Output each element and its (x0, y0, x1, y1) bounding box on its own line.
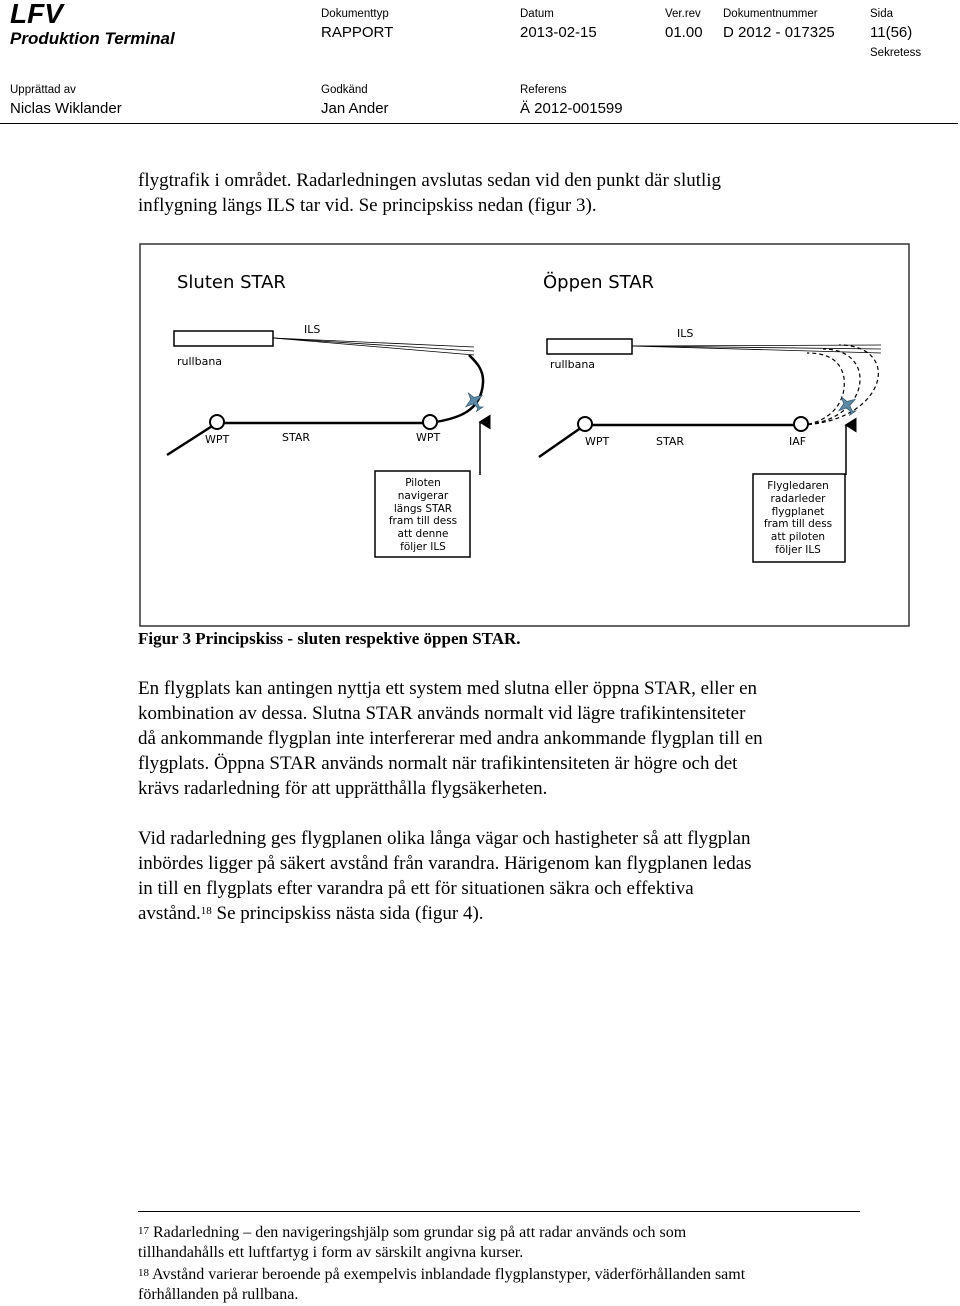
star-diagram (139, 243, 910, 627)
waypoint-marker (578, 417, 592, 431)
secrecy-label: Sekretess (870, 47, 922, 59)
body-line: krävs radarledning för att upprätthålla flygsäkerheten. (138, 778, 548, 799)
body-line (138, 901, 868, 926)
footnote-ref-18[interactable]: 18 (200, 905, 212, 917)
org-logo-text: LFV (10, 0, 63, 29)
unit-name: Produktion Terminal (10, 29, 175, 48)
footnote-line (138, 1223, 858, 1243)
intro-line: inflygning längs ILS tar vid. Se principskiss nedan (figur 3). (138, 195, 597, 216)
note-line: följer ILS (775, 544, 821, 556)
page-value: 11(56) (870, 24, 913, 41)
approved-value: Jan Ander (321, 100, 389, 117)
page-label: Sida (870, 8, 894, 20)
left-runway-label: rullbana (177, 355, 223, 368)
left-wpt2-label: WPT (416, 431, 441, 444)
footnote-text: Avstånd varierar beroende på exempelvis inblandade flygplanstyper, väderförhållanden samt (149, 1266, 746, 1283)
footnote-line: tillhandahålls ett luftfartyg i form av särskilt angivna kurser. (138, 1244, 524, 1261)
note-line: fram till dess (763, 518, 833, 530)
note-line: radarleder (770, 493, 826, 505)
footnote-18 (138, 1265, 858, 1305)
note-line: längs STAR (393, 503, 453, 515)
footnote-number: 18 (138, 1267, 149, 1279)
doctype-value: RAPPORT (321, 24, 394, 41)
reference-value: Ä 2012-001599 (520, 100, 623, 117)
docnum-label: Dokumentnummer (723, 8, 818, 20)
left-ils-label: ILS (304, 323, 321, 336)
waypoint-marker (423, 415, 437, 429)
docnum-value: D 2012 - 017325 (723, 24, 835, 41)
note-line: Flygledaren (767, 480, 829, 492)
note-line: Piloten (405, 477, 441, 489)
author-value: Niclas Wiklander (10, 100, 122, 117)
date-label: Datum (520, 8, 554, 20)
footnote-17 (138, 1223, 858, 1263)
body-paragraph-2 (138, 826, 868, 926)
left-panel-title: Sluten STAR (177, 272, 286, 293)
body-line: då ankommande flygplan inte interfererar med andra ankommande flygplan till en (138, 728, 763, 749)
doctype-label: Dokumenttyp (321, 8, 389, 20)
footnote-line (138, 1265, 858, 1285)
header-divider (0, 123, 958, 124)
body-text: Se principskiss nästa sida (figur 4). (211, 903, 484, 924)
intro-paragraph (138, 168, 868, 218)
body-text: avstånd. (138, 903, 201, 924)
approved-label: Godkänd (321, 84, 368, 96)
right-runway (547, 339, 632, 354)
footnote-divider (138, 1211, 860, 1212)
left-star-label: STAR (282, 431, 311, 444)
right-iaf-label: IAF (789, 435, 807, 448)
figure-caption: Figur 3 Principskiss - sluten respektive öppen STAR. (138, 629, 521, 648)
right-panel-title: Öppen STAR (543, 272, 655, 293)
body-paragraph-1 (138, 676, 868, 801)
right-wpt-label: WPT (585, 435, 610, 448)
footnote-line: förhållanden på rullbana. (138, 1286, 299, 1303)
waypoint-marker (794, 417, 808, 431)
right-ils-label: ILS (677, 327, 694, 340)
body-line: Vid radarledning ges flygplanen olika långa vägar och hastigheter så att flygplan (138, 828, 751, 849)
note-line: flygplanet (771, 506, 825, 518)
reference-label: Referens (520, 84, 567, 96)
right-star-label: STAR (656, 435, 685, 448)
left-runway (174, 331, 273, 346)
right-runway-label: rullbana (550, 358, 596, 371)
body-line: En flygplats kan antingen nyttja ett system med slutna eller öppna STAR, eller en (138, 678, 758, 699)
note-line: fram till dess (388, 515, 458, 527)
author-label: Upprättad av (10, 84, 76, 96)
date-value: 2013-02-15 (520, 24, 597, 41)
body-line: inbördes ligger på säkert avstånd från varandra. Härigenom kan flygplanen ledas (138, 853, 752, 874)
body-line: in till en flygplats efter varandra på ett för situationen säkra och effektiva (138, 878, 694, 899)
footnote-number: 17 (138, 1225, 149, 1237)
body-line: kombination av dessa. Slutna STAR används normalt vid lägre trafikintensiteter (138, 703, 746, 724)
note-line: följer ILS (400, 541, 446, 553)
note-line: att denne (397, 528, 449, 540)
body-line: flygplats. Öppna STAR används normalt när trafikintensiteten är högre och det (138, 753, 738, 774)
note-line: att piloten (770, 531, 826, 543)
version-value: 01.00 (665, 24, 703, 41)
version-label: Ver.rev (665, 8, 701, 20)
waypoint-marker (210, 415, 224, 429)
note-line: navigerar (397, 490, 449, 502)
left-wpt1-label: WPT (205, 433, 230, 446)
intro-line: flygtrafik i området. Radarledningen avslutas sedan vid den punkt där slutlig (138, 170, 722, 191)
footnote-text: Radarledning – den navigeringshjälp som grundar sig på att radar används och som (149, 1224, 687, 1241)
